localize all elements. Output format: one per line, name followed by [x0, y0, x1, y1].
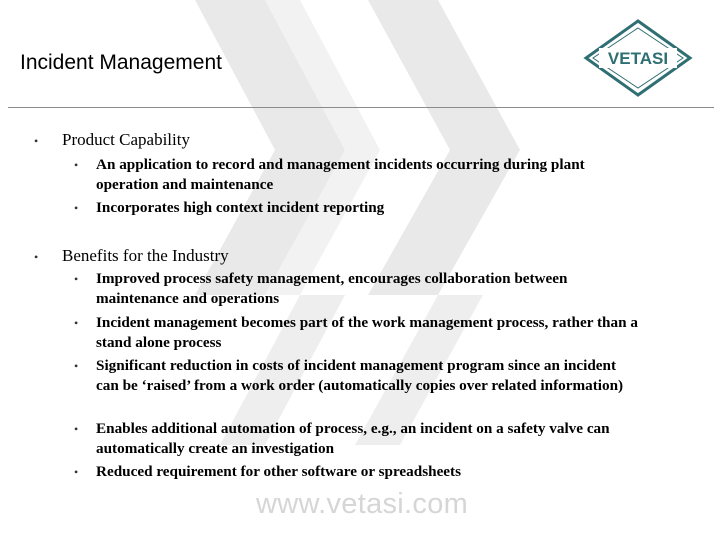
list-item-text: Reduced requirement for other software or spreadsheets — [96, 463, 462, 480]
bullet-dot: • — [34, 134, 39, 148]
website-watermark: www.vetasi.com — [256, 488, 469, 520]
bullet-dot: • — [74, 316, 79, 330]
list-item-text: Significant reduction in costs of incident management program since an incident can be ‘raised’ from a work order (automatically copies over related information) — [96, 357, 624, 394]
bullet-dot: • — [34, 250, 39, 264]
bullet-dot: • — [74, 422, 79, 436]
slide-title: Incident Management — [20, 51, 222, 74]
list-item-text: Enables additional automation of process, e.g., an incident on a safety valve can automatically create an investigation — [96, 420, 610, 457]
list-item-text: Improved process safety management, encourages collaboration between maintenance and operations — [96, 270, 568, 307]
bullet-dot: • — [74, 272, 79, 286]
section-heading: Product Capability — [62, 130, 190, 149]
bullet-dot: • — [74, 158, 79, 172]
list-item-text: An application to record and management incidents occurring during plant operation and maintenance — [96, 156, 585, 193]
list-item-text: Incident management becomes part of the work management process, rather than a stand alone process — [96, 314, 638, 351]
bullet-dot: • — [74, 465, 79, 479]
section-heading: Benefits for the Industry — [62, 246, 229, 265]
bullet-dot: • — [74, 359, 79, 373]
list-item-text: Incorporates high context incident reporting — [96, 199, 385, 216]
logo-text: VETASI — [607, 49, 669, 68]
bullet-dot: • — [74, 201, 79, 215]
